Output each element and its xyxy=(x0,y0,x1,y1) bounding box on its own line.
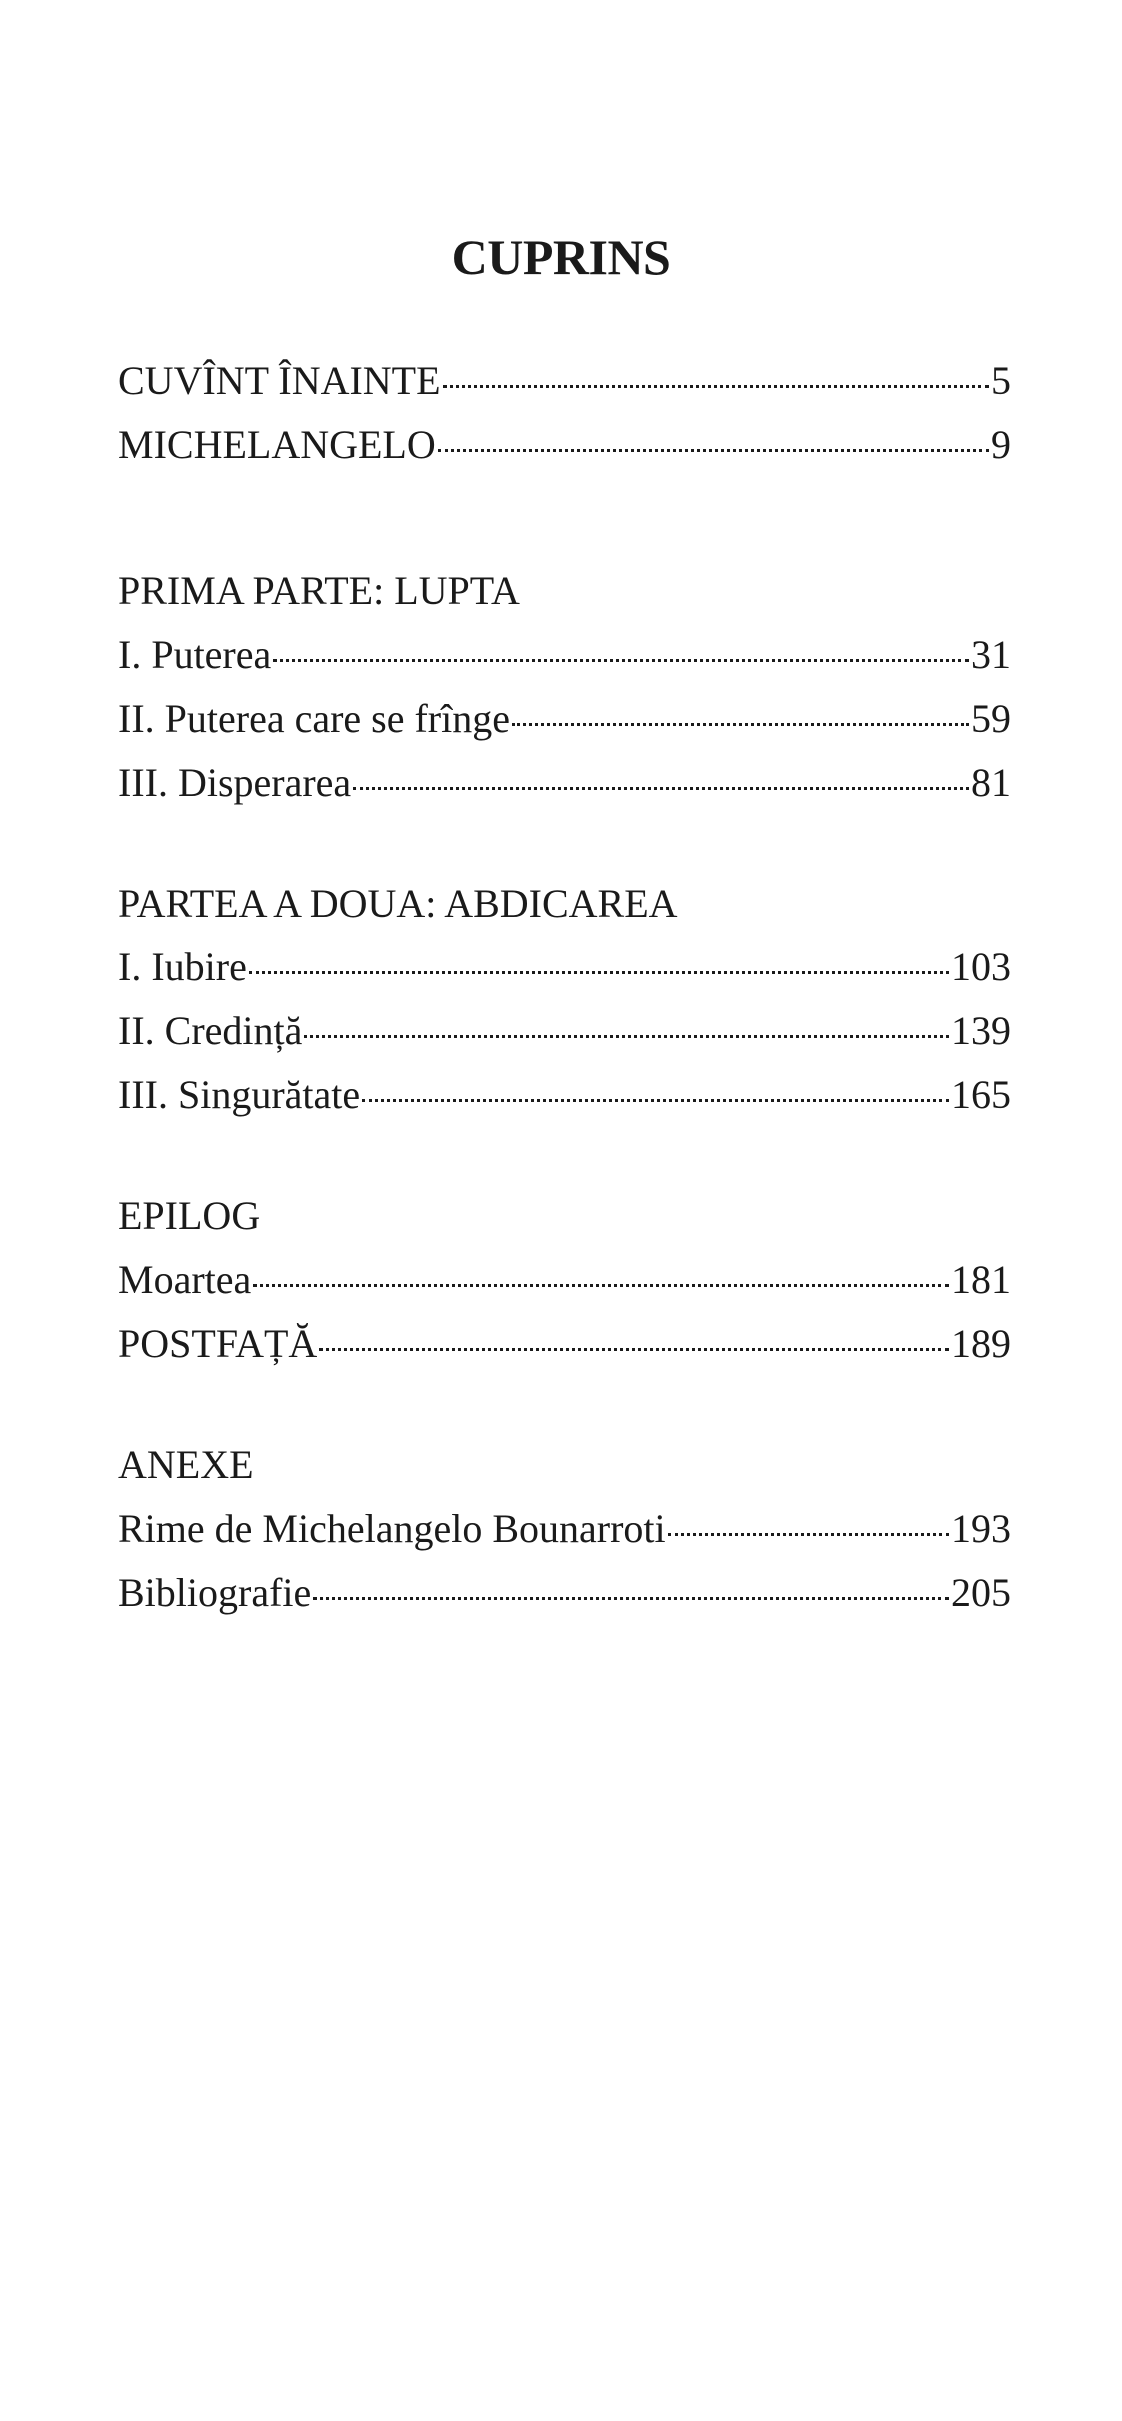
dot-leader xyxy=(668,1502,949,1542)
toc-entry-label: CUVÎNT ÎNAINTE xyxy=(118,358,441,403)
toc-entry-label: Bibliografie xyxy=(118,1570,312,1615)
toc-entry-page: 189 xyxy=(951,1321,1011,1366)
dot-leader xyxy=(304,1004,949,1044)
toc-entry-iubire[interactable] xyxy=(118,936,1011,998)
toc-entry-label: II. Puterea care se frînge xyxy=(118,696,510,741)
section-heading-anexe: ANEXE xyxy=(118,1442,254,1487)
dot-leader xyxy=(313,1566,949,1606)
toc-entry-page: 181 xyxy=(951,1257,1011,1302)
toc-entry-moartea[interactable] xyxy=(118,1249,1011,1311)
toc-entry-page: 193 xyxy=(951,1506,1011,1551)
dot-leader xyxy=(319,1317,949,1357)
toc-entry-label: MICHELANGELO xyxy=(118,422,436,467)
toc-entry-label: Rime de Michelangelo Bounarroti xyxy=(118,1506,666,1551)
toc-entry-bibliografie[interactable] xyxy=(118,1562,1011,1624)
dot-leader xyxy=(512,692,969,732)
toc-entry-page: 5 xyxy=(991,358,1011,403)
section-heading-epilog: EPILOG xyxy=(118,1193,261,1238)
toc-entry-disperarea[interactable] xyxy=(118,752,1011,814)
toc-entry-label: II. Credință xyxy=(118,1008,303,1053)
toc-entry-label: POSTFAȚĂ xyxy=(118,1321,318,1366)
toc-entry-puterea[interactable] xyxy=(118,624,1011,686)
toc-entry-singuratate[interactable] xyxy=(118,1064,1011,1126)
toc-entry-page: 205 xyxy=(951,1570,1011,1615)
toc-entry-label: Moartea xyxy=(118,1257,252,1302)
toc-entry-page: 165 xyxy=(951,1072,1011,1117)
toc-entry-label: III. Disperarea xyxy=(118,760,352,805)
toc-entry-page: 59 xyxy=(971,696,1011,741)
toc-entry-page: 9 xyxy=(991,422,1011,467)
dot-leader xyxy=(253,1253,949,1293)
toc-entry-label: I. Puterea xyxy=(118,632,272,677)
toc-entry-cuvint-inainte[interactable] xyxy=(118,350,1011,412)
toc-entry-michelangelo[interactable] xyxy=(118,414,1011,476)
dot-leader xyxy=(443,354,989,394)
toc-entry-label: I. Iubire xyxy=(118,944,247,989)
toc-entry-page: 81 xyxy=(971,760,1011,805)
toc-entry-rime[interactable] xyxy=(118,1498,1011,1560)
toc-entry-postfata[interactable] xyxy=(118,1313,1011,1375)
toc-entry-credinta[interactable] xyxy=(118,1000,1011,1062)
toc-entry-label: III. Singurătate xyxy=(118,1072,361,1117)
page-title: CUPRINS xyxy=(451,229,671,285)
toc-entry-page: 103 xyxy=(951,944,1011,989)
section-heading-prima-parte: PRIMA PARTE: LUPTA xyxy=(118,568,520,613)
dot-leader xyxy=(438,418,989,458)
toc-entry-page: 31 xyxy=(971,632,1011,677)
dot-leader xyxy=(273,628,969,668)
dot-leader xyxy=(249,940,949,980)
section-heading-partea-a-doua: PARTEA A DOUA: ABDICAREA xyxy=(118,881,678,926)
dot-leader xyxy=(353,756,969,796)
toc-entry-page: 139 xyxy=(951,1008,1011,1053)
dot-leader xyxy=(362,1068,949,1108)
toc-entry-puterea-care-se-fringe[interactable] xyxy=(118,688,1011,750)
